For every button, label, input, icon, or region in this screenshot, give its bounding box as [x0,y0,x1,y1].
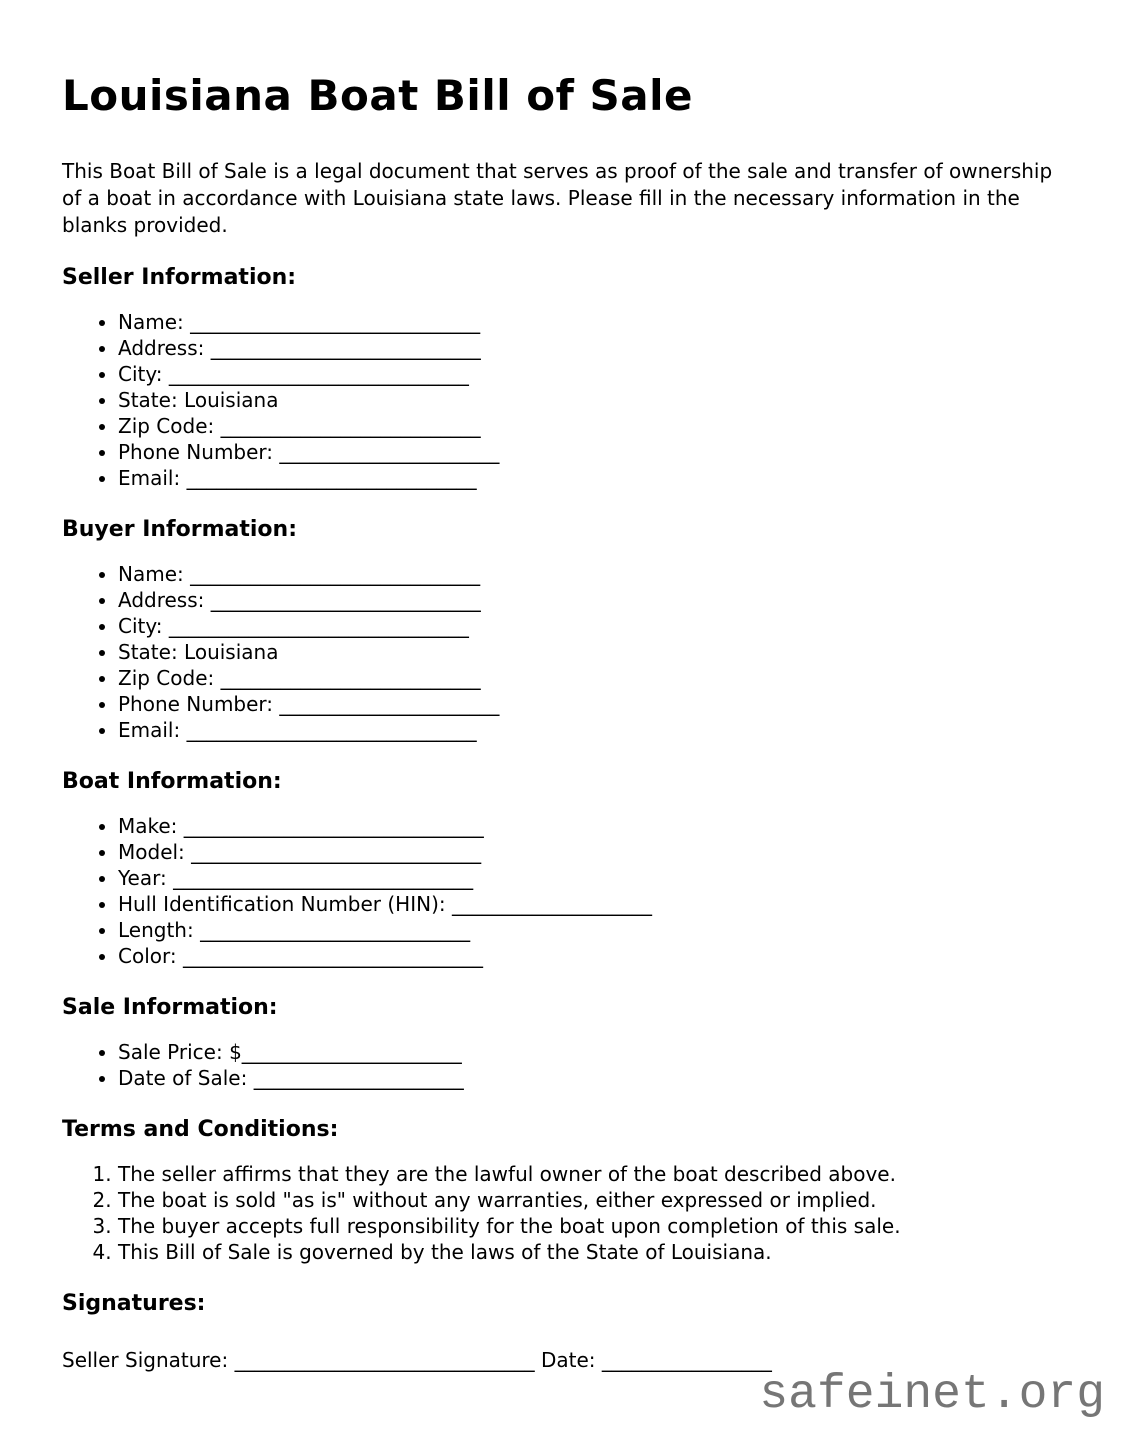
boat-information-list [62,813,1062,969]
currency-symbol: $ [229,1040,242,1064]
field-label: Length: [118,918,194,942]
field-label: Address: [118,588,205,612]
sale-date-row [118,1065,1062,1091]
blank-line: __________________________ [220,666,481,690]
field-label: Year: [118,866,167,890]
field-label: Sale Price: [118,1040,223,1064]
boat-year-row [118,865,1062,891]
field-label: Hull Identification Number (HIN): [118,892,446,916]
seller-information-heading: Seller Information: [62,265,297,290]
field-label: Address: [118,336,205,360]
buyer-phone-row [118,691,1062,717]
blank-line: _____________________ [253,1066,464,1090]
sale-price-row [118,1039,1062,1065]
field-label: City: [118,614,163,638]
field-label: Email: [118,718,181,742]
blank-line: _____________________________ [186,718,477,742]
field-value: Louisiana [184,388,279,412]
blank-line: _____________________________ [186,466,477,490]
boat-make-row [118,813,1062,839]
term-item-3: 3. The buyer accepts full responsibility for the boat upon completion of this sale. [118,1213,1062,1239]
watermark: safeinet.org [759,1368,1105,1422]
terms-and-conditions-heading: Terms and Conditions: [62,1117,339,1142]
boat-information-heading: Boat Information: [62,769,282,794]
buyer-email-row [118,717,1062,743]
boat-length-row [118,917,1062,943]
field-label: City: [118,362,163,386]
blank-line: ___________________________ [200,918,471,942]
seller-state-row [118,387,1062,413]
blank-line: ____________________ [451,892,652,916]
field-label: Phone Number: [118,440,274,464]
document-title: Louisiana Boat Bill of Sale [62,71,693,120]
blank-line: ______________________ [279,692,500,716]
blank-line: ______________________________ [183,814,484,838]
seller-email-row [118,465,1062,491]
field-label: State: [118,388,178,412]
signature-date-label: Date: [540,1348,596,1372]
sale-information-heading: Sale Information: [62,995,278,1020]
field-label: Date of Sale: [118,1066,248,1090]
signature-date-blank-line: _________________ [601,1348,772,1372]
field-label: Name: [118,310,184,334]
buyer-name-row [118,561,1062,587]
blank-line: ______________________________ [168,614,469,638]
sale-information-list [62,1039,1062,1091]
buyer-zip-row [118,665,1062,691]
blank-line: ______________________ [241,1040,462,1064]
blank-line: ______________________________ [173,866,474,890]
term-item-4: 4. This Bill of Sale is governed by the laws of the State of Louisiana. [118,1239,1062,1265]
blank-line: ______________________ [279,440,500,464]
blank-line: ______________________________ [168,362,469,386]
boat-color-row [118,943,1062,969]
seller-signature-blank-line: ______________________________ [234,1348,535,1372]
buyer-information-list [62,561,1062,743]
field-label: Zip Code: [118,666,215,690]
blank-line: _____________________________ [190,310,481,334]
buyer-address-row [118,587,1062,613]
buyer-information-heading: Buyer Information: [62,517,297,542]
field-label: Model: [118,840,185,864]
field-label: Email: [118,466,181,490]
seller-address-row [118,335,1062,361]
term-item-2: 2. The boat is sold "as is" without any warranties, either expressed or implied. [118,1187,1062,1213]
blank-line: ___________________________ [210,336,481,360]
blank-line: ___________________________ [210,588,481,612]
field-label: Name: [118,562,184,586]
blank-line: ______________________________ [182,944,483,968]
field-label: Phone Number: [118,692,274,716]
seller-phone-row [118,439,1062,465]
field-label: Make: [118,814,178,838]
seller-information-list [62,309,1062,491]
buyer-city-row [118,613,1062,639]
field-label: Zip Code: [118,414,215,438]
field-label: Color: [118,944,177,968]
field-value: Louisiana [184,640,279,664]
intro-paragraph: This Boat Bill of Sale is a legal document that serves as proof of the sale and transfer of ownership of a boat in accordance with Louisiana state laws. Please fill in the necessary information in the blanks provided. [62,159,1053,237]
buyer-state-row [118,639,1062,665]
blank-line: __________________________ [220,414,481,438]
boat-model-row [118,839,1062,865]
seller-city-row [118,361,1062,387]
terms-and-conditions-list [62,1161,1062,1265]
field-label: State: [118,640,178,664]
seller-signature-label: Seller Signature: [62,1348,229,1372]
seller-name-row [118,309,1062,335]
term-item-1: 1. The seller affirms that they are the lawful owner of the boat described above. [118,1161,1062,1187]
boat-hin-row [118,891,1062,917]
blank-line: _____________________________ [190,562,481,586]
signatures-heading: Signatures: [62,1291,206,1316]
blank-line: _____________________________ [191,840,482,864]
seller-zip-row [118,413,1062,439]
